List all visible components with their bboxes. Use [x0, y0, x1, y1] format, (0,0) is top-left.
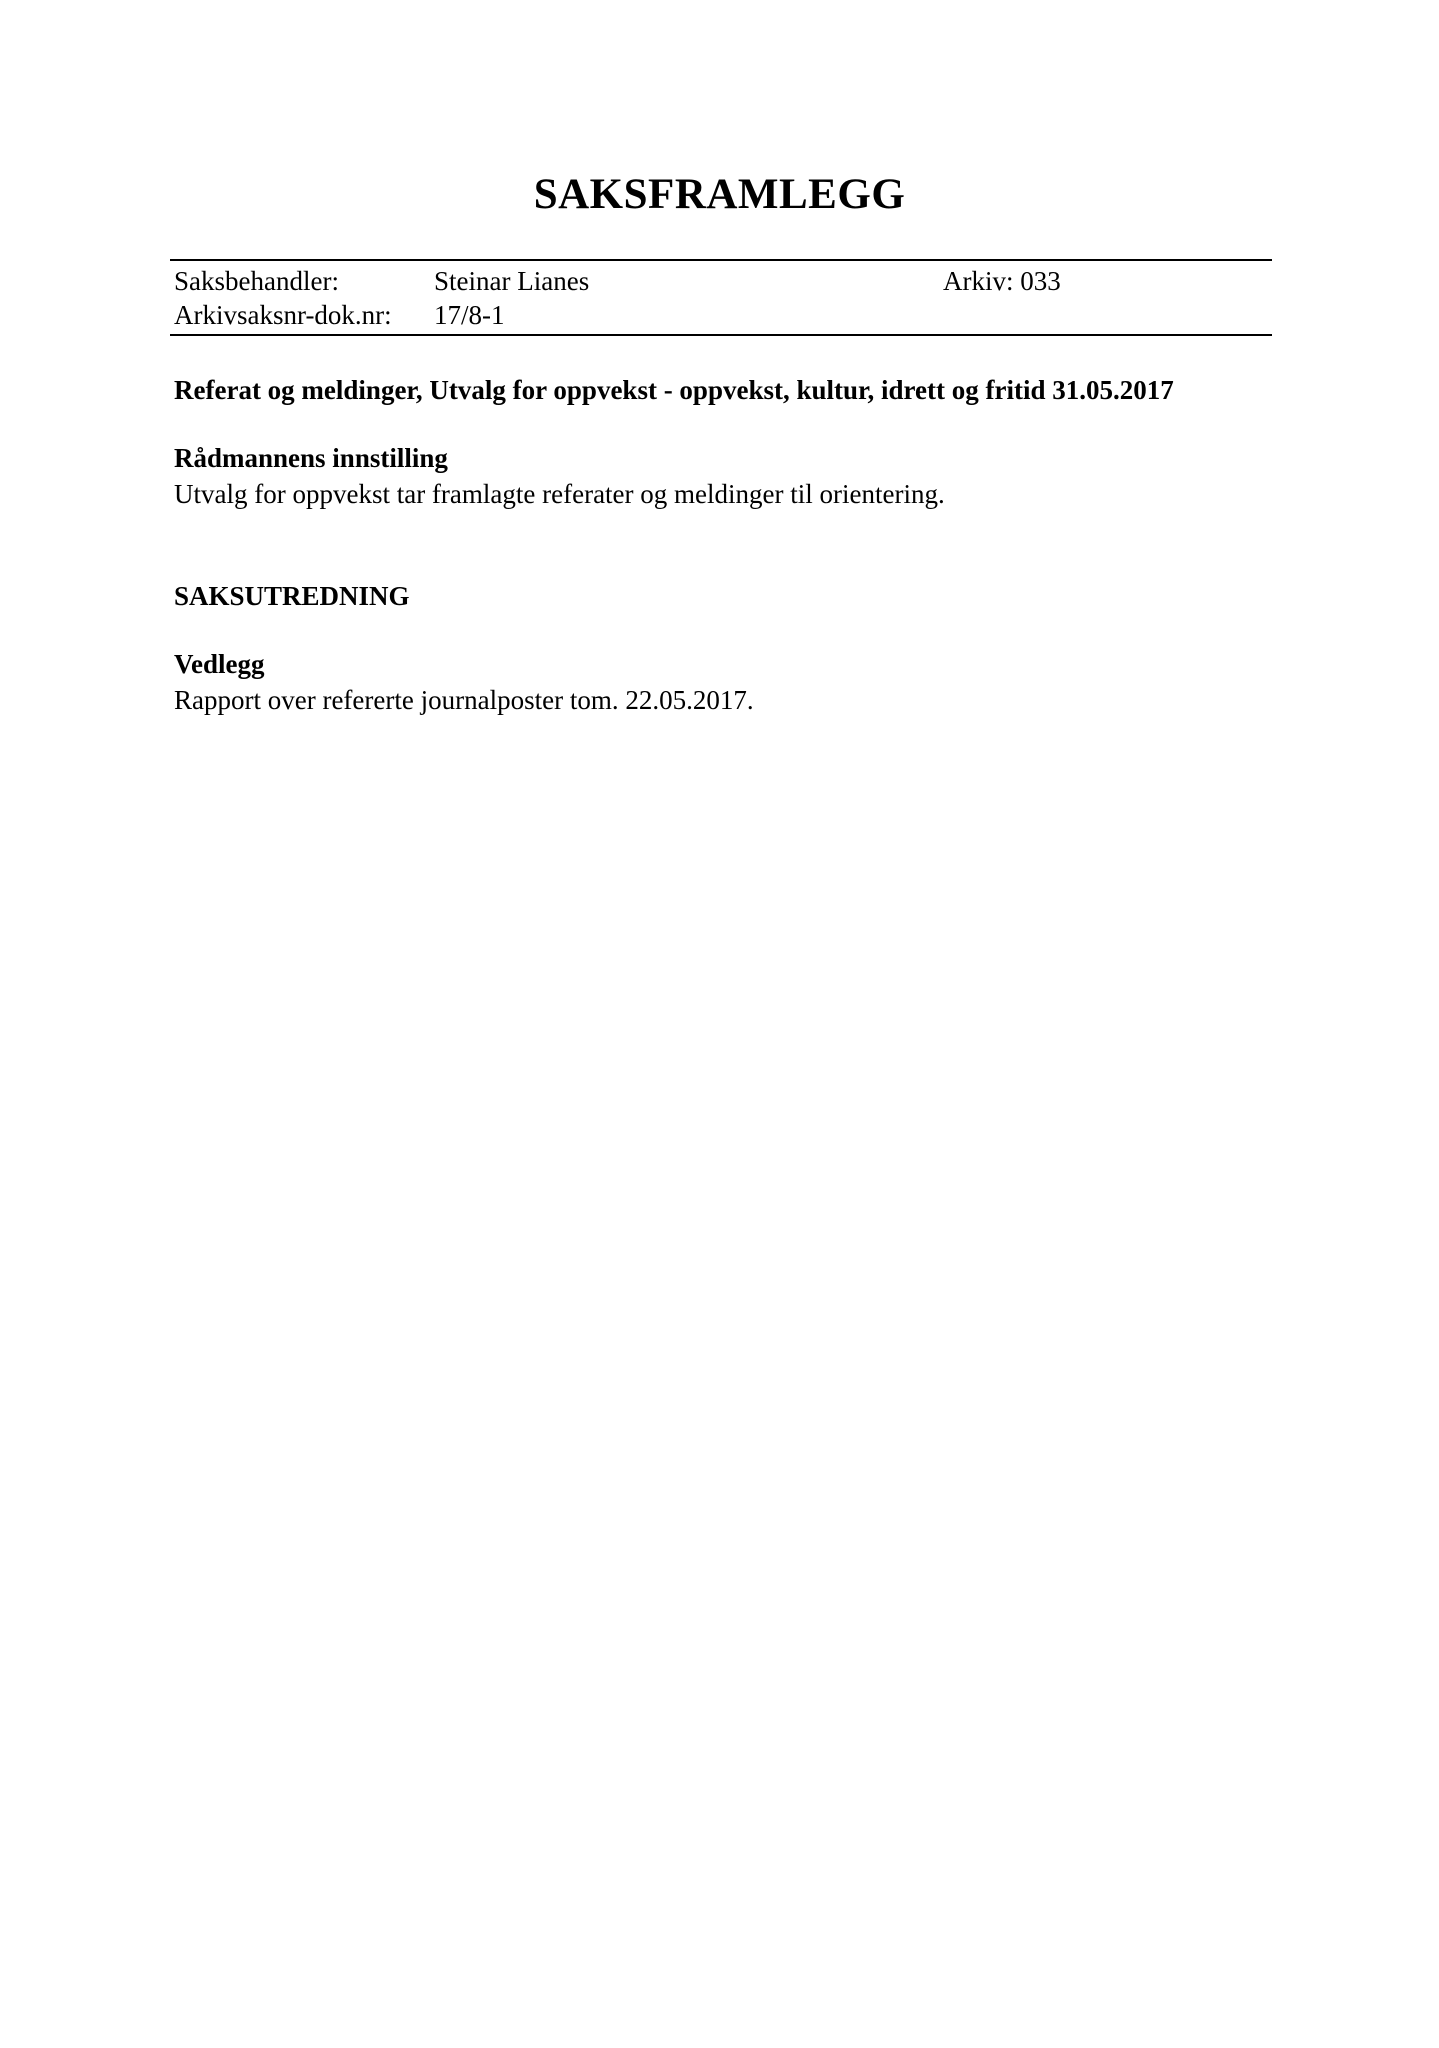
report-heading: SAKSUTREDNING [174, 581, 410, 611]
archive-code: Arkiv: 033 [943, 266, 1061, 296]
attachments-heading: Vedlegg [174, 649, 265, 679]
meta-row-case-number [174, 297, 1272, 333]
attachments-text: Rapport over refererte journalposter tom. 22.05.2017. [174, 685, 754, 715]
case-subject: Referat og meldinger, Utvalg for oppvekst - oppvekst, kultur, idrett og fritid 31.05.2017 [174, 375, 1174, 405]
case-number-value: 17/8-1 [434, 300, 505, 330]
recommendation-text: Utvalg for oppvekst tar framlagte referater og meldinger til orientering. [174, 479, 945, 509]
handler-value: Steinar Lianes [434, 266, 590, 296]
case-number-label: Arkivsaksnr-dok.nr: [174, 300, 392, 330]
handler-label: Saksbehandler: [174, 266, 339, 296]
recommendation-heading: Rådmannens innstilling [174, 443, 448, 473]
document-title: SAKSFRAMLEGG [533, 171, 906, 218]
header-bottom-rule [170, 334, 1272, 336]
header-top-rule [170, 259, 1272, 261]
meta-row-handler [174, 263, 1272, 299]
